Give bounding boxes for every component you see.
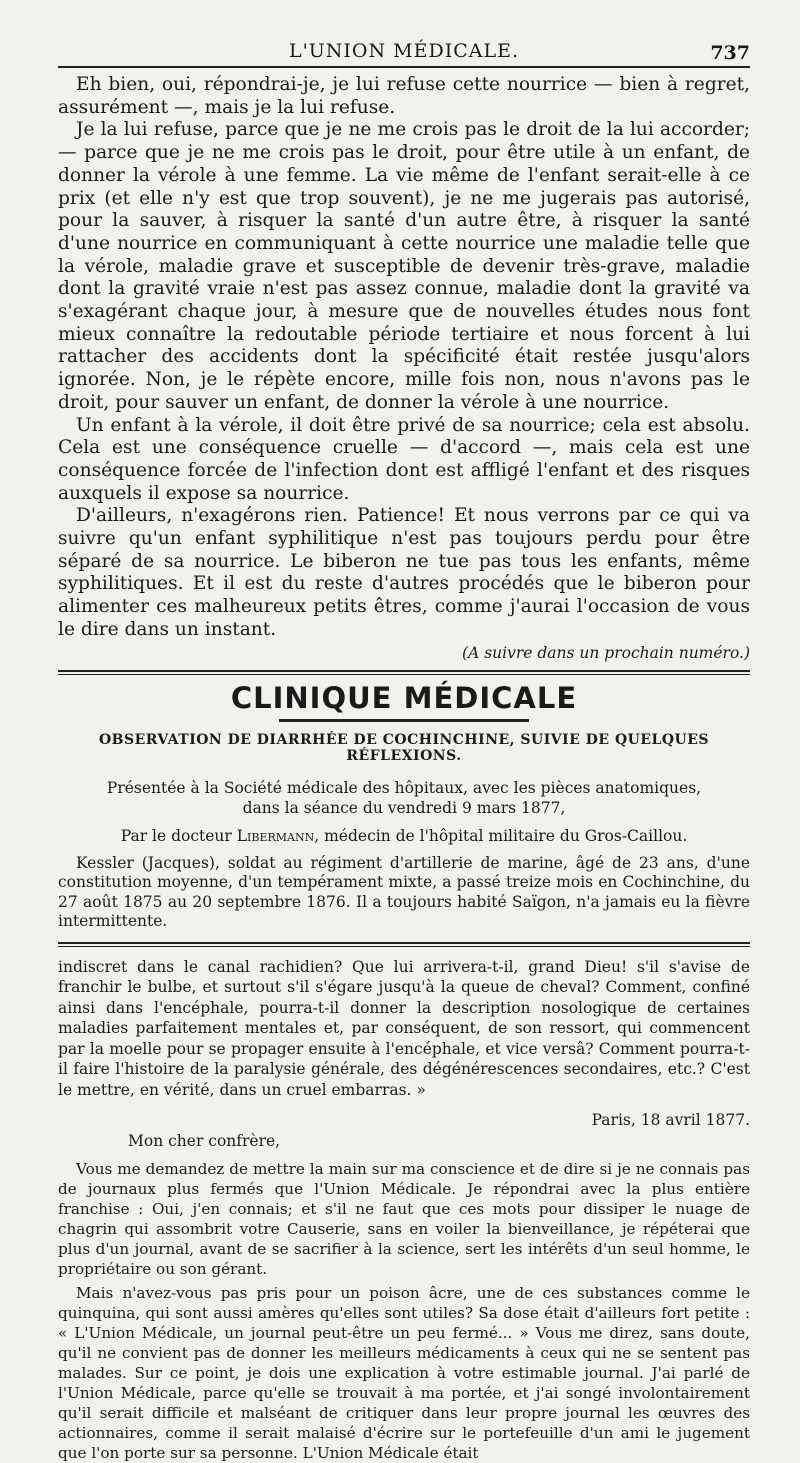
paragraph: Un enfant à la vérole, il doit être privé de sa nourrice; cela est absolu. Cela est une conséquence cruelle — d'accord —, mais cela est une conséquence forcée de l'infection dont est affligé l'enfant et des risques auxquels il expose sa nourrice. <box>58 414 750 504</box>
section-title: CLINIQUE MÉDICALE <box>230 680 578 715</box>
paragraph: Eh bien, oui, répondrai-je, je lui refuse cette nourrice — bien à regret, assurément —, mais je la lui refuse. <box>58 74 750 118</box>
continuation-note: (A suivre dans un prochain numéro.) <box>462 643 750 662</box>
paragraph: D'ailleurs, n'exagérons rien. Patience! Et nous verrons par ce qui va suivre qu'un enfant syphilitique n'est pas toujours perdu pour être séparé de sa nourrice. Le biberon ne tue pas tous les enfants, même syphilitiques. Et il est du reste d'autres procédés que le biberon pour alimenter ces malheureux petits êtres, comme j'aurai l'occasion de vous le dire dans un instant. <box>58 505 750 640</box>
observation-title: OBSERVATION DE DIARRHÉE DE COCHINCHINE, SUIVIE DE QUELQUES RÉFLEXIONS. <box>98 731 710 764</box>
presented-line: Présentée à la Société médicale des hôpitaux, avec les pièces anatomiques, <box>106 778 702 797</box>
paragraph: Kessler (Jacques), soldat au régiment d'artillerie de marine, âgé de 23 ans, d'une constitution moyenne, d'un tempérament mixte, a passé treize mois en Cochinchine, du 27 août 1875 au 20 septembre 1876. Il a toujours habité Saïgon, n'a jamais eu la fièvre intermittente. <box>58 853 750 931</box>
author-name: Libermann <box>236 826 315 845</box>
paragraph: indiscret dans le canal rachidien? Que lui arrivera-t-il, grand Dieu! s'il s'avise de franchir le bulbe, et surtout s'il s'égare jusqu'à la queue de cheval? Comment, confiné ainsi dans l'encéphale, pourra-t-il donner la description nosologique de certaines maladies parfaitement mentales et, par conséquent, de son ressort, qui commencent par la moelle pour se propager ensuite à l'encéphale, et vice versâ? Comment pourra-t-il faire l'histoire de la paralysie générale, des dégénérescences secondaires, etc.? C'est le mettre, en vérité, dans un cruel embarras. » <box>58 957 750 1099</box>
page-number: 737 <box>710 42 750 64</box>
paragraph: Mais n'avez-vous pas pris pour un poison âcre, une de ces substances comme le quinquina, qui sont aussi amères qu'elles sont utiles? Sa dose était d'ailleurs fort petite : « L'Union Médicale, un journal peut-être un peu fermé... » Vous me direz, sans doute, qu'il ne convient pas de donner les meilleurs médicaments à ceux qui ne se sentent pas malades. Sur ce point, je dois une explication à votre estimable journal. J'ai parlé de l'Union Médicale, parce qu'elle se trouvait à ma portée, et j'ai songé involontairement qu'il serait difficile et malséant de critiquer dans leur propre journal les œuvres des actionnaires, comme il serait malaisé d'écrire sur le portefeuille d'un ami le jugement que l'on porte sur sa personne. L'Union Médicale était <box>58 1284 750 1463</box>
letter-body <box>58 1159 750 1463</box>
presented-line: dans la séance du vendredi 9 mars 1877, <box>242 798 566 817</box>
journal-page <box>58 30 750 1463</box>
running-title: L'UNION MÉDICALE. <box>288 40 520 62</box>
author-byline <box>58 826 750 846</box>
feuilleton-text <box>58 957 750 1152</box>
clinique-section <box>58 681 750 932</box>
letter-continuation <box>58 74 750 662</box>
observation-body <box>58 854 750 932</box>
title-underline <box>279 719 529 722</box>
salutation: Mon cher confrère, <box>128 1131 281 1150</box>
running-header <box>58 30 750 68</box>
section-divider <box>58 942 750 947</box>
paragraph: Je la lui refuse, parce que je ne me crois pas le droit de la lui accorder; — parce que je ne me crois pas le droit, pour être utile à un enfant, de donner la vérole à une femme. La vie même de l'enfant serait-elle à ce prix (et elle n'y est que trop souvent), je ne me jugerais pas autorisé, pour la sauver, à risquer la santé d'un autre être, à risquer la santé d'une nourrice en communiquant à cette nourrice une maladie telle que la vérole, maladie grave et susceptible de devenir très-grave, maladie dont la gravité vraie n'est pas assez connue, maladie dont la gravité va s'exagérant chaque jour, à mesure que de nouvelles études nous font mieux connaître la redoutable période tertiaire et nous forcent à lui rattacher des accidents dont la spécificité était restée jusqu'alors ignorée. Non, je le répète encore, mille fois non, nous n'avons pas le droit, pour sauver un enfant, de donner la vérole à une nourrice. <box>58 119 750 413</box>
byline-suffix: , médecin de l'hôpital militaire du Gros-Caillou. <box>314 826 688 845</box>
byline-prefix: Par le docteur <box>120 826 237 845</box>
paragraph: Vous me demandez de mettre la main sur ma conscience et de dire si je ne connais pas de journaux plus fermés que l'Union Médicale. Je répondrai avec la plus entière franchise : Oui, j'en connais; et s'il ne faut que ces mots pour dissiper le nuage de chagrin qui assombrit votre Causerie, sans en voiler la bienveillance, je répéterai que plus d'un journal, avant de se sacrifier à la science, sert les intérêts d'un seul homme, le propriétaire ou son gérant. <box>58 1160 750 1279</box>
section-divider <box>58 670 750 675</box>
dateline: Paris, 18 avril 1877. <box>591 1111 750 1130</box>
